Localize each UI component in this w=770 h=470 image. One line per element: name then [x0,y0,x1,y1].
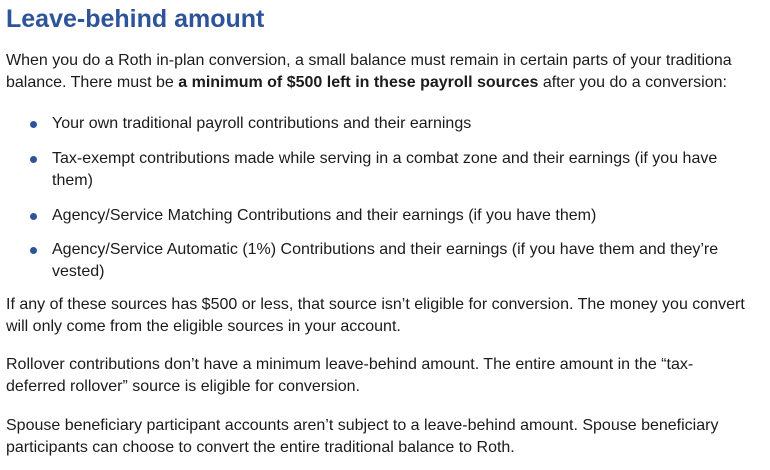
intro-line-2-start: balance. There must be [6,74,179,91]
list-item-text: Your own traditional payroll contributions and their earnings [52,115,472,132]
intro-paragraph [6,50,770,94]
bullet-dot-icon [30,156,37,163]
intro-line-2 [6,72,770,94]
list-item-text: Tax-exempt contributions made while serving in a combat zone and their earnings (if you have them) [52,150,718,189]
list-item-text: Agency/Service Matching Contributions and their earnings (if you have them) [52,207,597,224]
bullet-dot-icon [30,213,37,220]
section-heading: Leave-behind amount [6,5,265,33]
rollover-paragraph: Rollover contributions don’t have a minimum leave-behind amount. The entire amount in the “tax- deferred rollover” source is eligible for conversion. [6,356,694,395]
bullet-dot-icon [30,121,37,128]
intro-line-1: When you do a Roth in-plan conversion, a small balance must remain in certain parts of your traditiona [6,52,732,69]
intro-bold-requirement: a minimum of $500 left in these payroll sources [178,74,539,91]
list-item-text: Agency/Service Automatic (1%) Contributions and their earnings (if you have them and they’re vested) [52,241,719,280]
spouse-paragraph: Spouse beneficiary participant accounts aren’t subject to a leave-behind amount. Spouse beneficiary participants can choose to convert the entire traditional balance to Roth. [6,417,719,456]
bullet-dot-icon [30,247,37,254]
eligibility-paragraph: If any of these sources has $500 or less, that source isn’t eligible for conversion. The money you convert will only come from the eligible sources in your account. [6,296,745,335]
intro-line-2-end: after you do a conversion: [538,74,727,91]
